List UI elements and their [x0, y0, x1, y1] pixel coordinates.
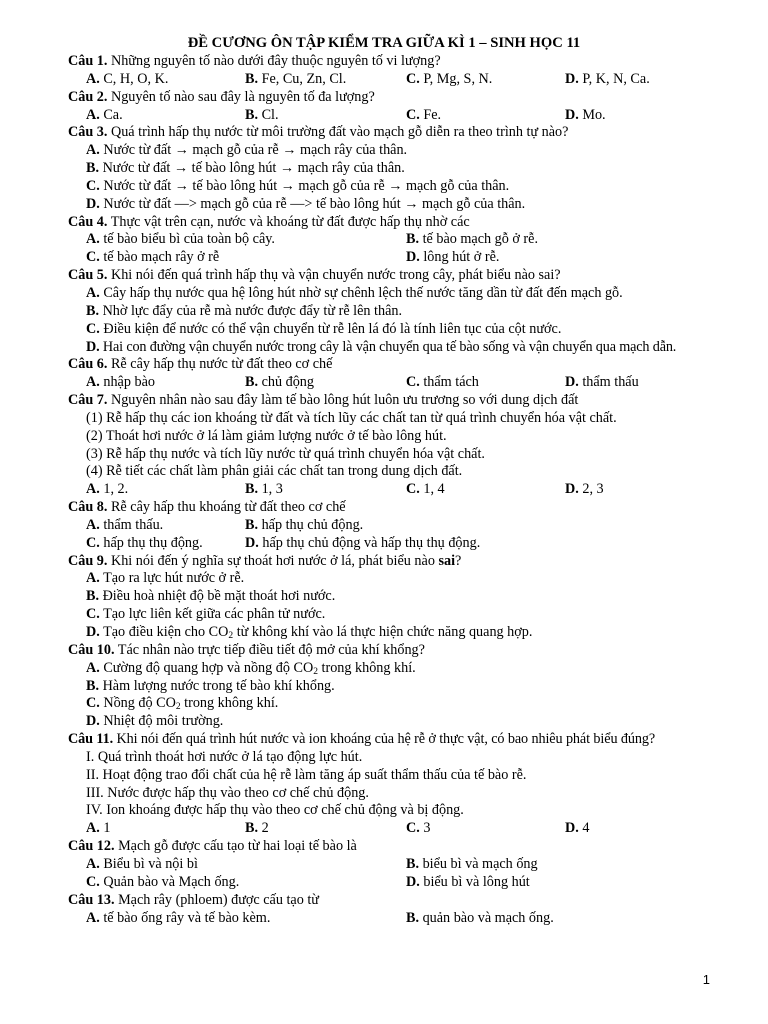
statement-1: I. Quá trình thoát hơi nước ở lá tạo động lực hút. [86, 748, 363, 765]
option-c: C. P, Mg, S, N. [406, 70, 493, 87]
option-c: C. Nồng độ $CO_2$ trong không khí. [86, 695, 279, 713]
option-d: D. biểu bì và lông hút [406, 873, 530, 890]
question-text: Khi nói đến ý nghĩa sự thoát hơi nước ở lá, phát biểu nào [107, 552, 439, 569]
question-12 [68, 838, 748, 856]
option-b: B. Cl. [245, 106, 279, 123]
question-6 [68, 356, 748, 374]
option-b: B. Nước từ đất → tế bào lông hút → mạch rây của thân. [86, 160, 405, 177]
option-a: A. Cây hấp thụ nước qua hệ lông hút nhờ sự chênh lệch thế nước tăng dần từ đất đến mạch gỗ. [86, 284, 623, 301]
option-b: B. tế bào mạch gỗ ở rễ. [406, 231, 539, 248]
option-a: A. Ca. [86, 106, 123, 123]
question-text: Mạch gỗ được cấu tạo từ hai loại tế bào là [114, 838, 357, 855]
option-d: D. hấp thụ chủ động và hấp thụ thụ động. [245, 534, 481, 551]
question-text: Khi nói đến quá trình hút nước và ion khoáng của hệ rễ ở thực vật, có bao nhiêu phát biểu đúng? [113, 731, 656, 748]
option-d: D. 2, 3 [565, 481, 604, 498]
question-number: Câu 8. [68, 499, 108, 516]
question-text: Nguyên nhân nào sau đây làm tế bào lông hút luôn ưu trương so với dung dịch đất [107, 392, 579, 409]
option-b: B. hấp thụ chủ động. [245, 516, 364, 533]
answer-row [68, 874, 748, 892]
option-a: A. Nước từ đất → mạch gỗ của rễ → mạch rây của thân. [86, 142, 408, 159]
question-number: Câu 1. [68, 53, 108, 69]
option-c: C. 1, 4 [406, 481, 445, 498]
option-a: A. tế bào biểu bì của toàn bộ cây. [86, 231, 275, 248]
option-a: A. tế bào ống rây và tế bào kèm. [86, 909, 271, 926]
option-d: D. Hai con đường vận chuyển nước trong cây là vận chuyển qua tế bào sống và vận chuyển qua mạch dẫn. [86, 338, 677, 355]
emphasis-word: sai [438, 552, 456, 569]
option-d: D. P, K, N, Ca. [565, 70, 650, 87]
question-number: Câu 7. [68, 392, 108, 409]
option-a: A. 1 [86, 820, 111, 837]
question-9: Câu 9. Khi nói đến ý nghĩa sự thoát hơi nước ở lá, phát biểu nào sai? [68, 552, 462, 569]
statement-4: (4) Rễ tiết các chất làm phân giải các chất tan trong dung dịch đất. [86, 463, 463, 480]
question-10 [68, 642, 748, 660]
answer-row [68, 856, 748, 874]
question-4 [68, 214, 748, 232]
statement-3: (3) Rễ hấp thụ nước và tích lũy nước từ quá trình chuyển hóa vật chất. [86, 445, 485, 462]
answer-row [68, 107, 748, 125]
option-b: B. Hàm lượng nước trong tế bào khí khổng. [86, 677, 335, 694]
option-b: B. 1, 3 [245, 481, 283, 498]
question-13 [68, 892, 748, 910]
page-title: ĐỀ CƯƠNG ÔN TẬP KIỂM TRA GIỮA KÌ 1 – SINH HỌC 11 [187, 35, 581, 51]
question-text: Quá trình hấp thụ nước từ môi trường đất vào mạch gỗ diễn ra theo trình tự nào? [107, 124, 569, 141]
option-b: B. Nhờ lực đẩy của rễ mà nước được đẩy từ rễ lên thân. [86, 302, 403, 319]
option-a: A. Biểu bì và nội bì [86, 855, 198, 872]
question-number: Câu 13. [68, 891, 115, 908]
answer-row [68, 231, 748, 249]
answer-row [68, 910, 748, 928]
question-number: Câu 9. [68, 552, 108, 569]
question-text: Rễ cây hấp thu khoáng từ đất theo cơ chế [107, 499, 346, 516]
question-11 [68, 731, 748, 749]
question-number: Câu 11. [68, 731, 114, 748]
option-c: C. hấp thụ thụ động. [86, 534, 203, 551]
option-a: A. nhập bào [86, 374, 155, 391]
question-number: Câu 12. [68, 838, 115, 855]
question-text: Nguyên tố nào sau đây là nguyên tố đa lượng? [107, 88, 375, 105]
answer-row [68, 374, 748, 392]
answer-row [68, 535, 748, 553]
option-a: A. C, H, O, K. [86, 70, 169, 87]
question-number: Câu 10. [68, 641, 115, 658]
answer-row [68, 71, 748, 89]
option-d: D. 4 [565, 820, 590, 837]
option-d: D. lông hút ở rễ. [406, 249, 500, 266]
question-number: Câu 6. [68, 356, 108, 373]
option-c: C. Nước từ đất → tế bào lông hút → mạch gỗ của rễ → mạch gỗ của thân. [86, 177, 510, 194]
option-c: C. Fe. [406, 106, 442, 123]
question-list [68, 53, 748, 927]
question-1 [68, 53, 748, 71]
question-number: Câu 2. [68, 88, 108, 105]
option-c: C. thẩm tách [406, 374, 479, 391]
statement-3: III. Nước được hấp thụ vào theo cơ chế chủ động. [86, 784, 369, 801]
question-text: Rễ cây hấp thụ nước từ đất theo cơ chế [107, 356, 333, 373]
option-a: A. Tạo ra lực hút nước ở rễ. [86, 570, 245, 587]
question-number: Câu 4. [68, 213, 108, 230]
question-5 [68, 267, 748, 285]
option-d: D. Nước từ đất —> mạch gỗ của rễ —> tế bào lông hút → mạch gỗ của thân. [86, 195, 526, 212]
statement-1: (1) Rễ hấp thụ các ion khoáng từ đất và tích lũy các chất tan từ quá trình chuyển hóa vật chất. [86, 409, 617, 426]
option-d: D. Tạo điều kiện cho $CO_2$ từ không khí vào lá thực hiện chức năng quang hợp. [86, 624, 533, 641]
answer-row [68, 820, 748, 838]
option-a: A. Cường độ quang hợp và nồng độ $CO_2$ trong không khí. [86, 659, 416, 677]
option-b: B. 2 [245, 820, 269, 837]
question-8 [68, 499, 748, 517]
question-3 [68, 124, 748, 142]
statement-4: IV. Ion khoáng được hấp thụ vào theo cơ chế chủ động và bị động. [86, 802, 464, 819]
question-text: Thực vật trên cạn, nước và khoáng từ đất được hấp thụ nhờ các [107, 213, 470, 230]
answer-row [68, 517, 748, 535]
question-text: Khi nói đến quá trình hấp thụ và vận chuyển nước trong cây, phát biểu nào sai? [107, 267, 561, 284]
option-c: C. 3 [406, 820, 431, 837]
option-b: B. quản bào và mạch ống. [406, 909, 554, 926]
option-b: B. Fe, Cu, Zn, Cl. [245, 70, 347, 87]
option-a: A. thẩm thấu. [86, 516, 164, 533]
answer-row [68, 481, 748, 499]
option-b: B. biểu bì và mạch ống [406, 855, 538, 872]
page-number: 1 [702, 972, 710, 987]
option-b: B. Điều hoà nhiệt độ bề mặt thoát hơi nước. [86, 588, 336, 605]
option-d: D. Mo. [565, 106, 606, 123]
statement-2: II. Hoạt động trao đổi chất của hệ rễ làm tăng áp suất thẩm thấu của tế bào rễ. [86, 766, 527, 783]
option-b: B. chủ động [245, 374, 314, 391]
option-a: A. 1, 2. [86, 481, 129, 498]
question-number: Câu 5. [68, 267, 108, 284]
question-2 [68, 89, 748, 107]
question-text: Những nguyên tố nào dưới đây thuộc nguyên tố vi lượng? [107, 53, 441, 69]
answer-row [68, 249, 748, 267]
option-c: C. tế bào mạch rây ở rễ [86, 249, 220, 266]
question-text: Tác nhân nào trực tiếp điều tiết độ mở của khí khổng? [114, 641, 425, 658]
option-c: C. Điều kiện để nước có thể vận chuyển từ rễ lên lá đó là tính liên tục của cột nước. [86, 320, 562, 337]
option-d: D. thẩm thấu [565, 374, 639, 391]
option-d: D. Nhiệt độ môi trường. [86, 713, 224, 730]
question-7 [68, 392, 748, 410]
option-c: C. Quản bào và Mạch ống. [86, 873, 240, 890]
option-c: C. Tạo lực liên kết giữa các phân tử nước. [86, 606, 326, 623]
question-text: Mạch rây (phloem) được cấu tạo từ [114, 891, 320, 908]
statement-2: (2) Thoát hơi nước ở lá làm giảm lượng nước ở tế bào lông hút. [86, 427, 447, 444]
question-number: Câu 3. [68, 124, 108, 141]
